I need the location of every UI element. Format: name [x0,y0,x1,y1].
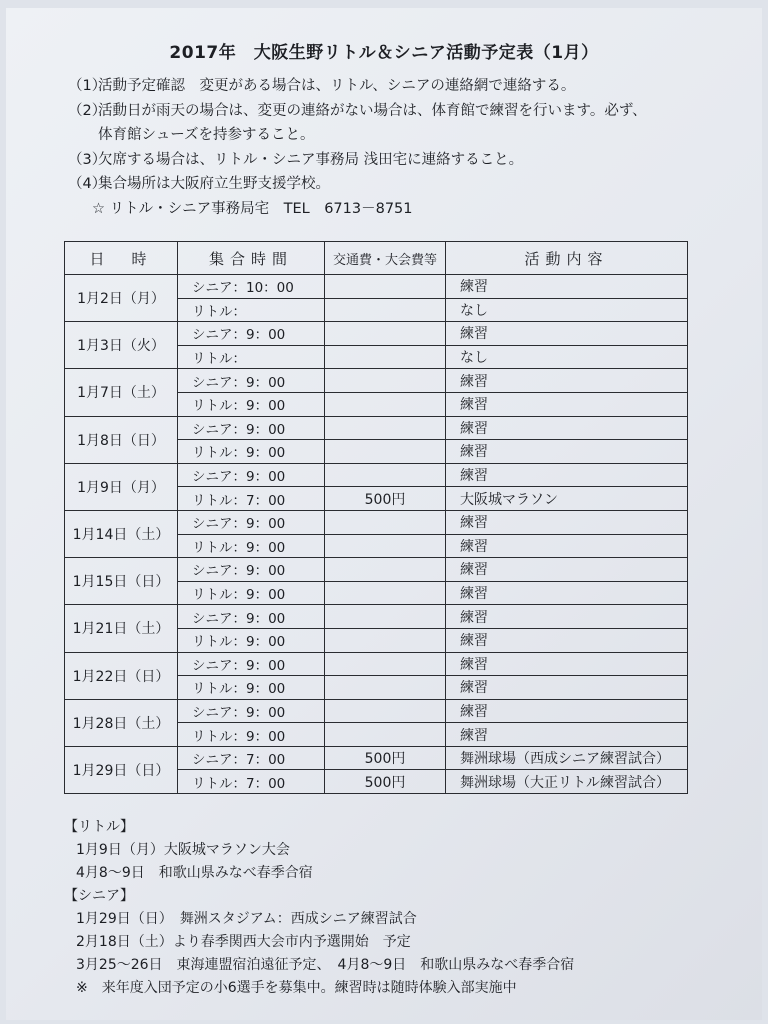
date-cell: 1月22日（日） [65,652,178,699]
note-item [68,99,748,124]
activity-cell: 練習 [446,416,688,440]
activity-cell: 練習 [446,440,688,464]
note-number: （2） [68,102,107,119]
note-text: 体育館シューズを持参すること。 [98,127,315,143]
table-row [65,652,688,676]
fee-cell [325,463,446,487]
header-fee: 交通費・大会費等 [325,242,446,275]
time-cell: リトル： [178,345,325,369]
fee-cell [325,558,446,582]
table-row [65,275,688,299]
schedule-table [64,241,688,794]
activity-cell: 練習 [446,534,688,558]
recruit-note: ※ 来年度入団予定の小6選手を募集中。練習時は随時体験入部実施中 [76,980,517,996]
time-cell: リトル：9：00 [178,581,325,605]
time-cell: シニア：9：00 [178,416,325,440]
date-cell: 1月15日（日） [65,558,178,605]
table-row [65,699,688,723]
time-cell: シニア：9：00 [178,322,325,346]
fee-cell [325,392,446,416]
note-number: （3） [68,151,107,168]
table-row [65,322,688,346]
note-text: 集合場所は大阪府立生野支援学校。 [98,176,330,192]
time-cell: シニア：9：00 [178,463,325,487]
time-cell: リトル：9：00 [178,676,325,700]
activity-cell: 練習 [446,605,688,629]
time-cell: シニア：9：00 [178,605,325,629]
fee-cell [325,345,446,369]
activity-cell: 練習 [446,699,688,723]
little-heading: 【リトル】 [64,819,134,835]
time-cell: リトル：9：00 [178,392,325,416]
fee-cell: 500円 [325,487,446,511]
activity-cell: なし [446,298,688,322]
time-cell: シニア：7：00 [178,746,325,770]
note-text: 活動予定確認 変更がある場合は、リトル、シニアの連絡網で連絡する。 [98,78,576,94]
table-row [65,605,688,629]
note-item [68,172,748,197]
activity-cell: 練習 [446,676,688,700]
time-cell: シニア：9：00 [178,510,325,534]
time-cell: シニア：10：00 [178,275,325,299]
activity-cell: 練習 [446,369,688,393]
fee-cell [325,534,446,558]
activity-cell: 舞洲球場（西成シニア練習試合） [446,746,688,770]
table-header-row [65,242,688,275]
date-cell: 1月29日（日） [65,746,178,793]
note-number: （4） [68,176,107,192]
senior-item: 1月29日（日） 舞洲スタジアム：西成シニア練習試合 [76,911,417,927]
activity-cell: 練習 [446,322,688,346]
activity-cell: 大阪城マラソン [446,487,688,511]
activity-cell: 練習 [446,558,688,582]
fee-cell: 500円 [325,746,446,770]
senior-heading: 【シニア】 [64,888,134,904]
date-cell: 1月21日（土） [65,605,178,652]
fee-cell [325,605,446,629]
time-cell: リトル：9：00 [178,534,325,558]
table-row [65,558,688,582]
footer-notes [64,816,754,1000]
header-activity: 活動内容 [446,242,688,275]
fee-cell [325,298,446,322]
date-cell: 1月14日（土） [65,510,178,557]
table-row [65,416,688,440]
activity-cell: 練習 [446,581,688,605]
time-cell: シニア：9：00 [178,558,325,582]
date-cell: 1月9日（月） [65,463,178,510]
schedule-body [65,275,688,794]
activity-cell: 練習 [446,652,688,676]
table-row [65,746,688,770]
fee-cell [325,581,446,605]
activity-cell: 練習 [446,463,688,487]
date-cell: 1月2日（月） [65,275,178,322]
time-cell: リトル：9：00 [178,723,325,747]
fee-cell [325,369,446,393]
activity-cell: 練習 [446,275,688,299]
header-date: 日 時 [65,242,178,275]
activity-cell: 舞洲球場（大正リトル練習試合） [446,770,688,794]
time-cell: リトル：9：00 [178,440,325,464]
time-cell: リトル：9：00 [178,628,325,652]
date-cell: 1月7日（土） [65,369,178,416]
date-cell: 1月8日（日） [65,416,178,463]
note-number: （1） [68,78,107,94]
time-cell: リトル： [178,298,325,322]
time-cell: シニア：9：00 [178,652,325,676]
fee-cell [325,723,446,747]
time-cell: リトル：7：00 [178,770,325,794]
senior-item: 2月18日（土）より春季関西大会市内予選開始 予定 [76,934,411,950]
header-meeting-time: 集合時間 [178,242,325,275]
time-cell: リトル：7：00 [178,487,325,511]
fee-cell [325,652,446,676]
activity-cell: なし [446,345,688,369]
time-cell: シニア：9：00 [178,369,325,393]
activity-cell: 練習 [446,723,688,747]
table-row [65,510,688,534]
time-cell: シニア：9：00 [178,699,325,723]
senior-item: 3月25～26日 東海連盟宿泊遠征予定、 4月8～9日 和歌山県みなべ春季合宿 [76,957,575,973]
fee-cell: 500円 [325,770,446,794]
fee-cell [325,699,446,723]
note-text: 活動日が雨天の場合は、変更の連絡がない場合は、体育館で練習を行います。必ず、 [98,102,647,119]
note-text: 欠席する場合は、リトル・シニア事務局 浅田宅に連絡すること。 [98,151,524,168]
fee-cell [325,510,446,534]
activity-cell: 練習 [446,392,688,416]
contact-line: ☆ リトル・シニア事務局宅 TEL 6713－8751 [92,200,413,217]
fee-cell [325,440,446,464]
fee-cell [325,416,446,440]
note-item [68,74,748,99]
fee-cell [325,322,446,346]
date-cell: 1月3日（火） [65,322,178,369]
little-item: 4月8～9日 和歌山県みなべ春季合宿 [76,865,313,881]
activity-cell: 練習 [446,628,688,652]
fee-cell [325,628,446,652]
table-row [65,369,688,393]
note-item [68,148,748,173]
activity-cell: 練習 [446,510,688,534]
table-row [65,463,688,487]
notes-list [68,74,748,221]
fee-cell [325,676,446,700]
date-cell: 1月28日（土） [65,699,178,746]
note-item-continuation [68,123,748,148]
little-item: 1月9日（月）大阪城マラソン大会 [76,842,290,858]
fee-cell [325,275,446,299]
document-title: 2017年 大阪生野リトル＆シニア活動予定表（1月） [169,43,599,63]
